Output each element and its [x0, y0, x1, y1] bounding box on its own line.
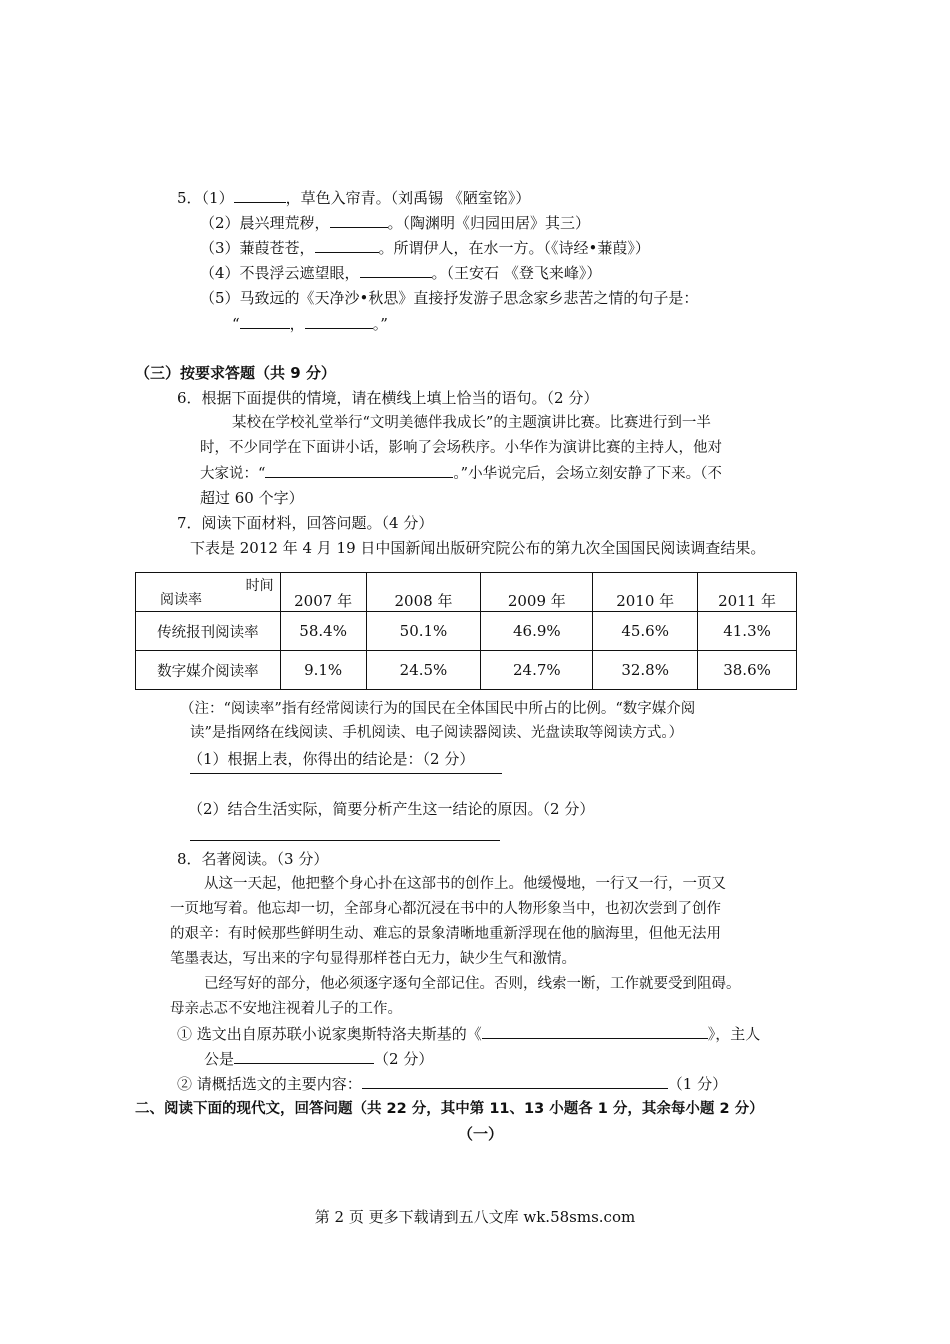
q8-para: 的艰辛：有时候那些鲜明生动、难忘的景象清晰地重新浮现在他的脑海里，但他无法用 — [170, 926, 721, 942]
q8-para: 一页地写着。他忘却一切，全部身心都沉浸在书中的人物形象当中，也初次尝到了创作 — [170, 901, 721, 917]
q8-para: 笔墨表达，写出来的字句显得那样苍白无力，缺少生气和激情。 — [170, 951, 576, 967]
q5-line3: （3）蒹葭苍苍， 。所谓伊人，在水一方。（《诗经•蒹葭》） — [200, 239, 650, 257]
table-corner-cell: 时间 阅读率 — [136, 573, 281, 612]
q6-title: 6．根据下面提供的情境，请在横线上填上恰当的语句。（2 分） — [177, 389, 599, 407]
table-cell: 46.9% — [481, 612, 593, 651]
q5-line4: （4）不畏浮云遮望眼， 。（王安石 《登飞来峰》） — [200, 264, 602, 282]
q8-title: 8．名著阅读。（3 分） — [177, 850, 329, 868]
answer-blank[interactable] — [265, 463, 453, 478]
q5-line2: （2）晨兴理荒秽， 。（陶渊明《归园田居》其三） — [200, 214, 591, 232]
table-header-row — [136, 573, 797, 612]
q5-line5: （5）马致远的《天净沙•秋思》直接抒发游子思念家乡悲苦之情的句子是： — [200, 289, 699, 307]
table-row — [136, 651, 797, 690]
table-cell: 9.1% — [280, 651, 366, 690]
part2-subheading: （一） — [458, 1125, 504, 1143]
table-cell: 45.6% — [593, 612, 698, 651]
summary-blank[interactable] — [362, 1074, 668, 1089]
table-cell: 24.5% — [366, 651, 481, 690]
section3-title: （三）按要求答题（共 9 分） — [135, 364, 336, 382]
table-cell: 41.3% — [698, 612, 797, 651]
q6-para-4: 超过 60 个字） — [200, 489, 304, 507]
table-cell: 50.1% — [366, 612, 481, 651]
year-header: 2009 年 — [481, 573, 593, 612]
q7-title: 7．阅读下面材料，回答问题。（4 分） — [177, 514, 434, 532]
fill-blank[interactable] — [315, 238, 379, 253]
year-header: 2007 年 — [280, 573, 366, 612]
year-header: 2010 年 — [593, 573, 698, 612]
reading-rate-table — [135, 572, 797, 690]
answer-line[interactable] — [190, 773, 502, 774]
table-cell: 38.6% — [698, 651, 797, 690]
fill-blank[interactable] — [240, 314, 290, 329]
q6-para-3: 大家说：“ 。”小华说完后，会场立刻安静了下来。（不 — [200, 463, 722, 484]
row-label: 传统报刊阅读率 — [136, 612, 281, 651]
q7-sub1: （1）根据上表，你得出的结论是：（2 分） — [188, 750, 475, 768]
q8-answer-2: ② 请概括选文的主要内容： （1 分） — [177, 1075, 728, 1093]
protagonist-blank[interactable] — [234, 1049, 374, 1064]
q5-line1: 5．（1） ，草色入帘青。（刘禹锡 《陋室铭》） — [177, 189, 531, 207]
fill-blank[interactable] — [305, 314, 373, 329]
q5-line6: “ ， 。” — [232, 315, 388, 333]
table-cell: 32.8% — [593, 651, 698, 690]
table-cell: 24.7% — [481, 651, 593, 690]
fill-blank[interactable] — [234, 188, 286, 203]
fill-blank[interactable] — [360, 263, 432, 278]
table-row — [136, 612, 797, 651]
year-header: 2011 年 — [698, 573, 797, 612]
part2-title: 二、阅读下面的现代文，回答问题（共 22 分，其中第 11、13 小题各 1 分，其余每小题 2 分） — [135, 1101, 764, 1117]
q6-para-1: 某校在学校礼堂举行“文明美德伴我成长”的主题演讲比赛。比赛进行到一半 — [232, 415, 711, 431]
table-note-1: （注：“阅读率”指有经常阅读行为的国民在全体国民中所占的比例。“数字媒介阅 — [180, 701, 696, 717]
q8-answer-1: ① 选文出自原苏联小说家奥斯特洛夫斯基的《 》，主人 — [177, 1025, 761, 1043]
page-footer: 第 2 页 更多下载请到五八文库 wk.58sms.com — [314, 1208, 636, 1226]
book-title-blank[interactable] — [482, 1024, 708, 1039]
answer-line[interactable] — [190, 840, 500, 841]
q7-sub2: （2）结合生活实际，简要分析产生这一结论的原因。（2 分） — [188, 800, 595, 818]
year-header: 2008 年 — [366, 573, 481, 612]
q7-intro: 下表是 2012 年 4 月 19 日中国新闻出版研究院公布的第九次全国国民阅读调查结果。 — [190, 539, 766, 557]
fill-blank[interactable] — [330, 213, 388, 228]
row-label: 数字媒介阅读率 — [136, 651, 281, 690]
q6-para-2: 时，不少同学在下面讲小话，影响了会场秩序。小华作为演讲比赛的主持人，他对 — [200, 440, 722, 456]
q8-para: 从这一天起，他把整个身心扑在这部书的创作上。他缓慢地，一行又一行，一页又 — [204, 876, 726, 892]
table-cell: 58.4% — [280, 612, 366, 651]
q8-para: 母亲忐忑不安地注视着儿子的工作。 — [170, 1001, 402, 1017]
table-note-2: 读”是指网络在线阅读、手机阅读、电子阅读器阅读、光盘读取等阅读方式。） — [190, 725, 684, 741]
q8-answer-1b: 公是 （2 分） — [204, 1050, 434, 1068]
q8-para: 已经写好的部分，他必须逐字逐句全部记住。否则，线索一断，工作就要受到阻碍。 — [204, 976, 741, 992]
